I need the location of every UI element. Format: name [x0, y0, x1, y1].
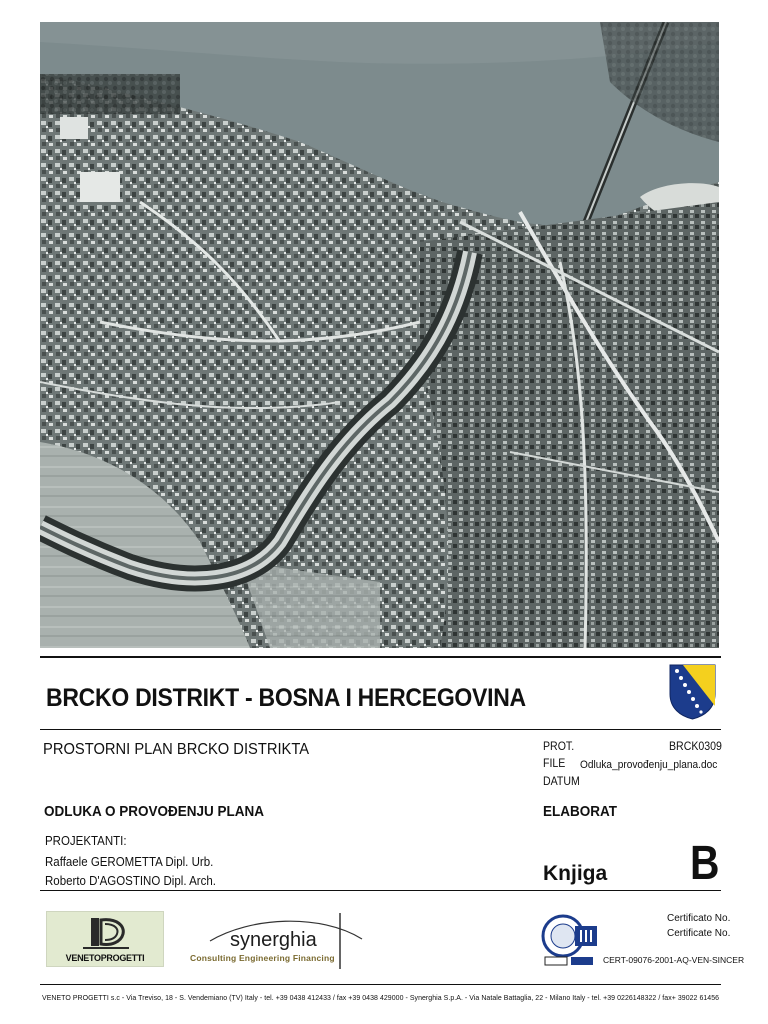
designer-name: Roberto D'AGOSTINO Dipl. Arch.	[45, 874, 216, 888]
aerial-photo-image	[40, 22, 719, 648]
page-title: BRCKO DISTRIKT - BOSNA I HERCEGOVINA	[46, 684, 526, 712]
decision-title: ODLUKA O PROVOĐENJU PLANA	[44, 803, 265, 820]
book-letter: B	[690, 837, 720, 890]
book-label: Knjiga	[543, 862, 608, 885]
file-label: FILE	[543, 758, 566, 770]
prot-label: PROT.	[543, 741, 575, 753]
plan-subtitle: PROSTORNI PLAN BRCKO DISTRIKTA	[43, 741, 310, 758]
synerghia-name: synerghia	[230, 929, 317, 951]
synerghia-tagline: Consulting Engineering Financing	[190, 953, 335, 963]
logos-divider	[40, 890, 721, 891]
footer-divider	[40, 984, 721, 985]
venetoprogetti-name: VENETOPROGETTI	[65, 953, 145, 963]
certificate-label-en: Certificate No.	[667, 928, 731, 939]
venetoprogetti-logo	[46, 911, 164, 967]
footer-contacts: VENETO PROGETTI s.c - Via Treviso, 18 - S. Vendemiano (TV) Italy - tel. +39 0438 412433 / fax +39 0438 429000 - Synerghia S.p.A. - Via Natale Battaglia, 22 - Milano Italy - tel. +39 0226148322 / fax+ 39022 61456	[42, 993, 720, 1002]
title-divider	[40, 729, 721, 730]
venetoprogetti-mark-icon	[47, 912, 163, 952]
prot-value: BRCK0309	[669, 741, 722, 753]
datum-label: DATUM	[543, 776, 580, 788]
certificate-label-it: Certificato No.	[667, 913, 731, 924]
top-divider	[40, 656, 721, 658]
designer-name: Raffaele GEROMETTA Dipl. Urb.	[45, 855, 214, 869]
bih-coat-of-arms-icon	[669, 664, 716, 720]
designers-label: PROJEKTANTI:	[45, 834, 127, 848]
aerial-photo	[40, 22, 719, 648]
elaborat-label: ELABORAT	[543, 803, 617, 820]
file-value: Odluka_provođenju_plana.doc	[580, 759, 718, 771]
certificate-code: CERT-09076-2001-AQ-VEN-SINCER	[603, 955, 745, 965]
iso-certification-seal-icon	[541, 910, 601, 968]
synerghia-logo	[190, 909, 365, 971]
